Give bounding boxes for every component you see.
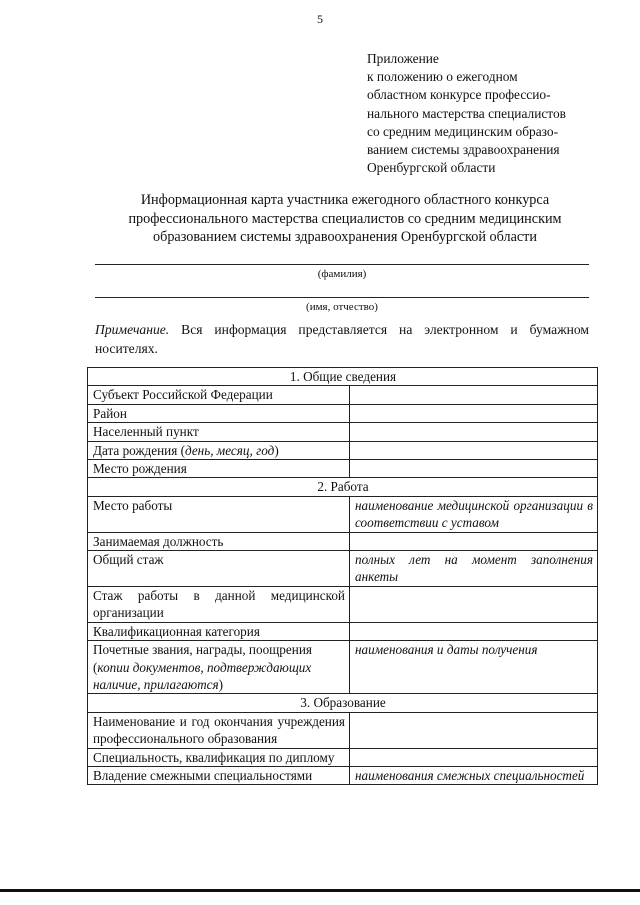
field-value[interactable]: [350, 532, 598, 550]
name-caption: (имя, отчество): [306, 301, 378, 313]
field-label: Наименование и год окончания учреждения профессионального образования: [88, 712, 350, 748]
field-label: Населенный пункт: [88, 423, 350, 441]
field-value[interactable]: [350, 386, 598, 404]
field-value[interactable]: [350, 441, 598, 459]
field-value[interactable]: [350, 748, 598, 766]
field-label: Занимаемая должность: [88, 532, 350, 550]
field-label: Квалификационная категория: [88, 622, 350, 640]
page-number: 5: [317, 12, 323, 26]
field-value[interactable]: полных лет на момент заполнения анкеты: [350, 551, 598, 587]
field-label: Специальность, квалификация по диплому: [88, 748, 350, 766]
field-label: Стаж работы в данной медицинской организации: [88, 586, 350, 622]
note: [95, 321, 589, 358]
appendix-line: Приложение: [367, 51, 439, 66]
bottom-rule: [0, 889, 640, 892]
surname-caption: (фамилия): [317, 268, 367, 280]
field-label: Почетные звания, награды, поощрения (копии документов, подтверждающих наличие, прилагаются): [88, 641, 350, 694]
note-label: Примечание.: [95, 322, 170, 337]
document-title: [95, 191, 595, 247]
field-label: Дата рождения (день, месяц, год): [88, 441, 350, 459]
field-value[interactable]: наименования смежных специальностей: [350, 766, 598, 784]
appendix-line: Оренбургской области: [367, 160, 496, 176]
field-label: Место работы: [88, 496, 350, 532]
field-label: Район: [88, 404, 350, 422]
appendix-line: к положению о ежегодном: [367, 69, 518, 85]
appendix-line: ванием системы здравоохранения: [367, 142, 560, 158]
field-value[interactable]: [350, 460, 598, 478]
title-line: Информационная карта участника ежегодного областного конкурса: [140, 192, 550, 208]
field-label: Место рождения: [88, 460, 350, 478]
field-value[interactable]: [350, 622, 598, 640]
section-header: 2. Работа: [88, 478, 598, 496]
appendix-line: нального мастерства специалистов: [367, 105, 567, 121]
title-line: профессионального мастерства специалистов со средним медицинским: [128, 210, 562, 227]
field-value[interactable]: наименования и даты получения: [350, 641, 598, 694]
appendix-line: со средним медицинским образо-: [367, 123, 559, 139]
appendix-line: областном конкурсе профессио-: [367, 87, 551, 103]
section-header: 3. Образование: [88, 694, 598, 712]
field-value[interactable]: наименование медицинской организации в соответствии с уставом: [350, 496, 598, 532]
field-label: Общий стаж: [88, 551, 350, 587]
surname-line[interactable]: [95, 264, 589, 265]
title-line: образованием системы здравоохранения Оренбургской области: [153, 229, 537, 246]
note-text: Вся информация представляется на электронном и бумажном носителях.: [95, 322, 589, 356]
appendix-note: [367, 50, 607, 177]
name-line[interactable]: [95, 297, 589, 298]
field-value[interactable]: [350, 712, 598, 748]
field-label: Субъект Российской Федерации: [88, 386, 350, 404]
section-header: 1. Общие сведения: [88, 368, 598, 386]
field-value[interactable]: [350, 423, 598, 441]
field-value[interactable]: [350, 404, 598, 422]
info-table: [87, 367, 598, 785]
field-label: Владение смежными специальностями: [88, 766, 350, 784]
field-value[interactable]: [350, 586, 598, 622]
